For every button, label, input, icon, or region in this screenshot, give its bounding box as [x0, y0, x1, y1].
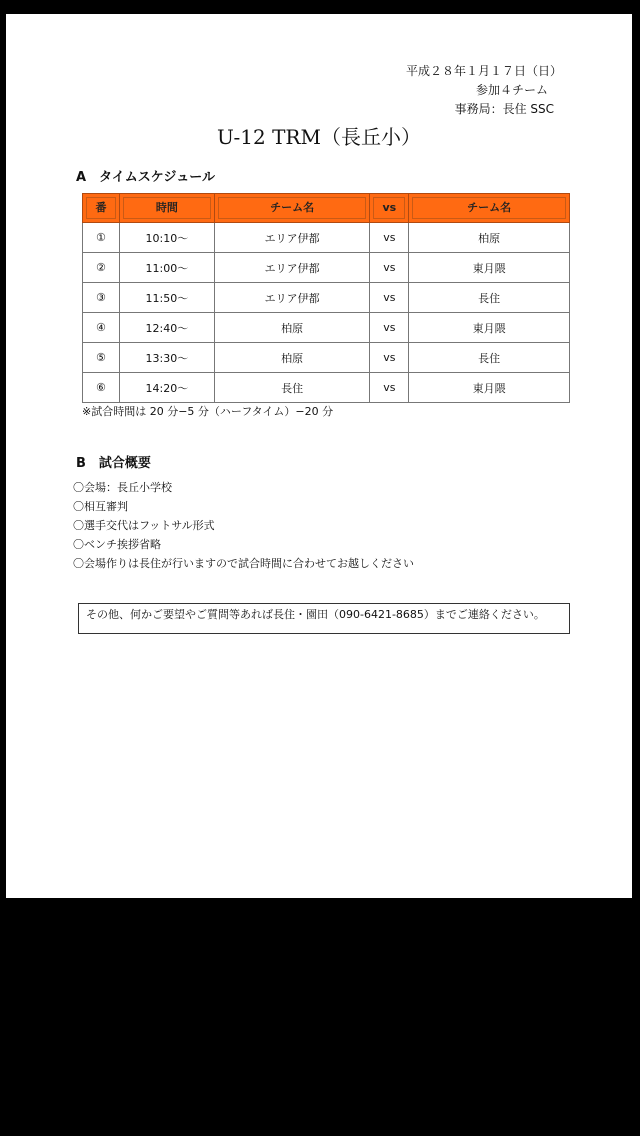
- column-header-time: 時間: [119, 194, 214, 223]
- vs-label: vs: [370, 373, 409, 403]
- schedule-header-row: [83, 194, 570, 223]
- list-item: 〇会場：長丘小学校: [73, 481, 172, 494]
- contact-box: その他、何かご要望やご質問等あれば長住・園田（090-6421-8685）までご連絡ください。: [78, 603, 570, 634]
- match-time: 10:10〜: [119, 223, 214, 253]
- match-time: 13:30〜: [119, 343, 214, 373]
- match-number: ⑤: [83, 343, 120, 373]
- column-header-vs: vs: [370, 194, 409, 223]
- team-home: 柏原: [214, 313, 370, 343]
- section-a-heading: A タイムスケジュール: [76, 170, 216, 185]
- table-row: [83, 313, 570, 343]
- vs-label: vs: [370, 223, 409, 253]
- vs-label: vs: [370, 343, 409, 373]
- section-b-heading: B 試合概要: [76, 456, 151, 471]
- list-item: 〇会場作りは長住が行いますので試合時間に合わせてお越しください: [73, 557, 414, 570]
- column-header-team2: チーム名: [409, 194, 570, 223]
- team-home: エリア伊都: [214, 223, 370, 253]
- match-number: ③: [83, 283, 120, 313]
- column-header-team1: チーム名: [214, 194, 370, 223]
- match-number: ②: [83, 253, 120, 283]
- page-title: U-12 TRM（長丘小）: [217, 125, 421, 149]
- table-row: [83, 283, 570, 313]
- schedule-table: [82, 193, 570, 403]
- table-row: [83, 223, 570, 253]
- vs-label: vs: [370, 313, 409, 343]
- team-home: エリア伊都: [214, 283, 370, 313]
- team-away: 東月隈: [409, 253, 570, 283]
- team-home: エリア伊都: [214, 253, 370, 283]
- match-number: ④: [83, 313, 120, 343]
- list-item: 〇ベンチ挨拶省略: [73, 538, 161, 551]
- team-home: 長住: [214, 373, 370, 403]
- team-away: 東月隈: [409, 373, 570, 403]
- match-time: 11:00〜: [119, 253, 214, 283]
- vs-label: vs: [370, 253, 409, 283]
- match-time: 14:20〜: [119, 373, 214, 403]
- team-away: 長住: [409, 343, 570, 373]
- team-away: 柏原: [409, 223, 570, 253]
- table-row: [83, 343, 570, 373]
- table-row: [83, 373, 570, 403]
- match-number: ①: [83, 223, 120, 253]
- match-duration-note: ※試合時間は 20 分−5 分（ハーフタイム）−20 分: [82, 405, 334, 418]
- team-away: 長住: [409, 283, 570, 313]
- header-date: 平成２８年１月１７日（日）: [405, 64, 562, 78]
- vs-label: vs: [370, 283, 409, 313]
- team-home: 柏原: [214, 343, 370, 373]
- column-header-no: 番: [83, 194, 120, 223]
- overview-list: [73, 478, 414, 573]
- header-teams-count: 参加４チーム: [475, 83, 548, 97]
- document-page: [6, 14, 632, 898]
- team-away: 東月隈: [409, 313, 570, 343]
- list-item: 〇相互審判: [73, 500, 128, 513]
- table-row: [83, 253, 570, 283]
- match-time: 12:40〜: [119, 313, 214, 343]
- match-number: ⑥: [83, 373, 120, 403]
- match-time: 11:50〜: [119, 283, 214, 313]
- header-office: 事務局：長住 SSC: [454, 102, 554, 116]
- list-item: 〇選手交代はフットサル形式: [73, 519, 215, 532]
